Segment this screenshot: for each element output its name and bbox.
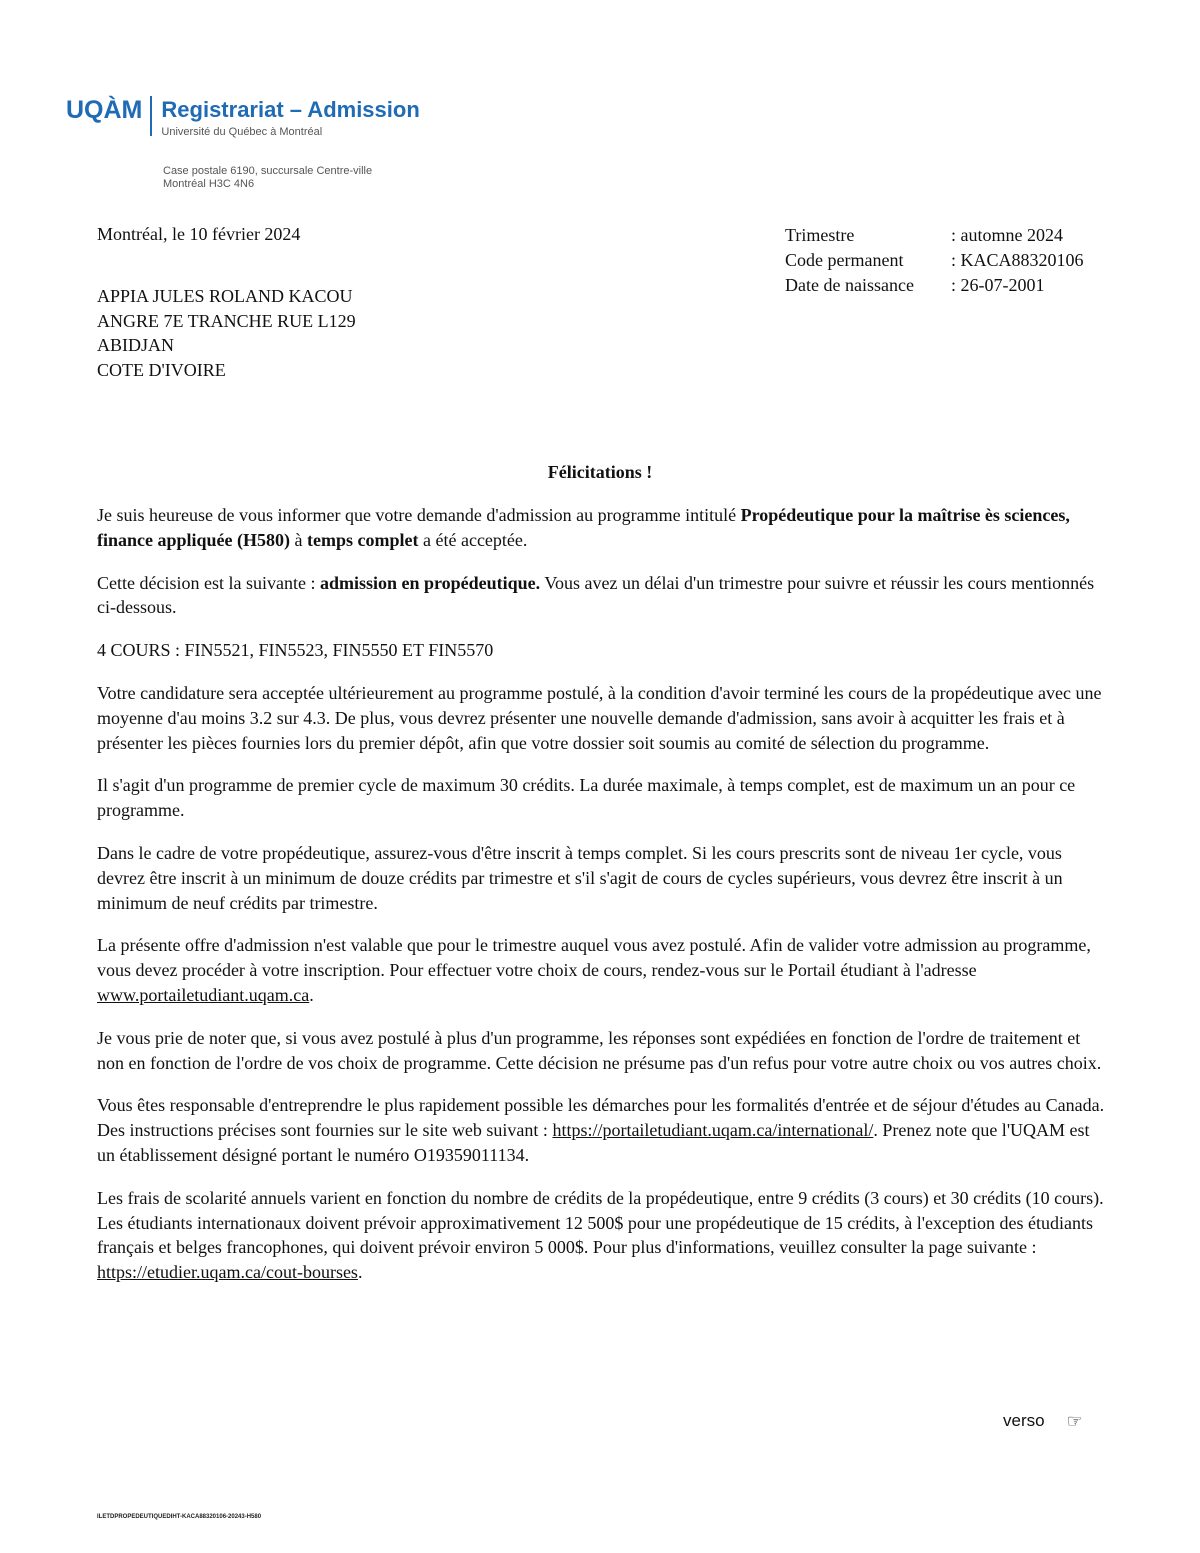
trimestre-value: : automne 2024 <box>951 225 1063 245</box>
study-mode: temps complet <box>307 529 419 550</box>
info-row-dob <box>785 273 1084 298</box>
student-info <box>785 223 1084 298</box>
p1-text-a: Je suis heureuse de vous informer que votre demande d'admission au programme intitulé <box>97 505 741 525</box>
paragraph-admission <box>97 503 1107 553</box>
logo-title: Registrariat – Admission <box>161 97 420 122</box>
document-footer-code: ILETDPROPEDEUTIQUEDIHT-KACA88320106-20243-H580 <box>97 1514 262 1520</box>
greeting-heading: Félicitations ! <box>547 462 653 482</box>
logo-subtitle: Université du Québec à Montréal <box>161 126 323 138</box>
p2-text-a: Cette décision est la suivante : <box>97 572 320 593</box>
recipient-name: APPIA JULES ROLAND KACOU <box>97 286 353 306</box>
address-line-1: Case postale 6190, succursale Centre-ville <box>163 165 373 177</box>
international-link[interactable]: https://portailetudiant.uqam.ca/international/ <box>552 1120 874 1141</box>
recipient-address <box>97 284 356 382</box>
p9-text-b: . Prenez note que l'UQAM est un établissement désigné portant le numéro O19359011134. <box>97 1120 1090 1165</box>
paragraph-program-length: Il s'agit d'un programme de premier cycle de maximum 30 crédits. La durée maximale, à temps complet, est de maximum un an pour ce programme. <box>97 775 1076 821</box>
letter-date: Montréal, le 10 février 2024 <box>97 224 301 244</box>
p1-text-c: a été acceptée. <box>418 529 528 550</box>
recipient-country: COTE D'IVOIRE <box>97 359 226 380</box>
paragraph-multiple-programs: Je vous prie de noter que, si vous avez postulé à plus d'un programme, les réponses sont expédiées en fonction de l'ordre de traitement et non en fonction de l'ordre de vos choix de programme. Cette décision ne présume pas d'un refus pour votre autre choix ou vos autres choix. <box>97 1027 1102 1073</box>
paragraph-fees <box>97 1186 1107 1285</box>
sender-address <box>163 165 372 191</box>
verso-indicator <box>1003 1409 1083 1433</box>
uqam-logo <box>66 96 420 146</box>
info-row-trimestre <box>785 223 1084 248</box>
program-name: Propédeutique pour la maîtrise ès sciences, finance appliquée (H580) <box>97 505 1070 550</box>
paragraph-full-time: Dans le cadre de votre propédeutique, assurez-vous d'être inscrit à temps complet. Si les cours prescrits sont de niveau 1er cycle, vous devrez être inscrit à un minimum de douze crédits par trimestre et s'il s'agit de cours de cycles supérieurs, vous devrez être inscrit à un minimum de neuf crédits par trimestre. <box>97 842 1063 913</box>
code-value: : KACA88320106 <box>951 250 1084 270</box>
decision-text: admission en propédeutique. <box>319 572 541 593</box>
portal-link[interactable]: www.portailetudiant.uqam.ca <box>97 984 310 1005</box>
paragraph-registration <box>97 933 1107 1007</box>
verso-label: verso <box>1003 1411 1045 1430</box>
paragraph-courses: 4 COURS : FIN5521, FIN5523, FIN5550 ET FIN5570 <box>97 640 494 661</box>
p9-text-a: Vous êtes responsable d'entreprendre le plus rapidement possible les démarches pour les formalités d'entrée et de séjour d'études au Canada. Des instructions précises sont fournies sur le site web suivant : <box>97 1095 1105 1141</box>
pointing-hand-icon: ☞ <box>1066 1411 1083 1431</box>
letter-body <box>97 503 1107 1303</box>
info-row-code <box>785 248 1084 273</box>
paragraph-immigration <box>97 1093 1107 1167</box>
dob-value: : 26-07-2001 <box>951 275 1045 295</box>
p7-text-a: La présente offre d'admission n'est valable que pour le trimestre auquel vous avez postulé. Afin de valider votre admission au programme, vous devez procéder à votre inscription. Pour effectuer votre choix de cours, rendez-vous sur le Portail étudiant à l'adresse <box>97 935 1091 981</box>
logo-right <box>161 96 419 139</box>
logo-divider <box>150 96 152 136</box>
recipient-city: ABIDJAN <box>97 335 175 355</box>
paragraph-conditions: Votre candidature sera acceptée ultérieurement au programme postulé, à la condition d'avoir terminé les cours de la propédeutique avec une moyenne d'au moins 3.2 sur 4.3. De plus, vous devrez présenter une nouvelle demande d'admission, sans avoir à acquitter les frais et à présenter les pièces fournies lors du premier dépôt, afin que votre dossier soit soumis au comité de sélection du programme. <box>97 682 1102 753</box>
dob-label: Date de naissance <box>785 275 914 295</box>
logo-uqam-text: UQÀM <box>66 96 143 124</box>
fees-link[interactable]: https://etudier.uqam.ca/cout-bourses <box>97 1262 358 1283</box>
trimestre-label: Trimestre <box>785 225 855 245</box>
code-label: Code permanent <box>785 250 904 270</box>
paragraph-decision <box>97 571 1107 621</box>
p2-text-b: Vous avez un délai d'un trimestre pour suivre et réussir les cours mentionnés ci-dessous. <box>97 572 1095 618</box>
p10-text-b: . <box>357 1262 363 1283</box>
p1-text-b: à <box>290 529 308 550</box>
p10-text-a: Les frais de scolarité annuels varient en fonction du nombre de crédits de la propédeutique, entre 9 crédits (3 cours) et 30 crédits (10 cours). Les étudiants internationaux doivent prévoir approximativement 12 500$ pour une propédeutique de 15 crédits, à l'exception des étudiants français et belges francophones, qui doivent prévoir environ 5 000$. Pour plus d'informations, veuillez consulter la page suivante : <box>97 1187 1104 1258</box>
p7-text-b: . <box>309 984 314 1005</box>
recipient-street: ANGRE 7E TRANCHE RUE L129 <box>97 310 356 331</box>
address-line-2: Montréal H3C 4N6 <box>163 178 255 190</box>
